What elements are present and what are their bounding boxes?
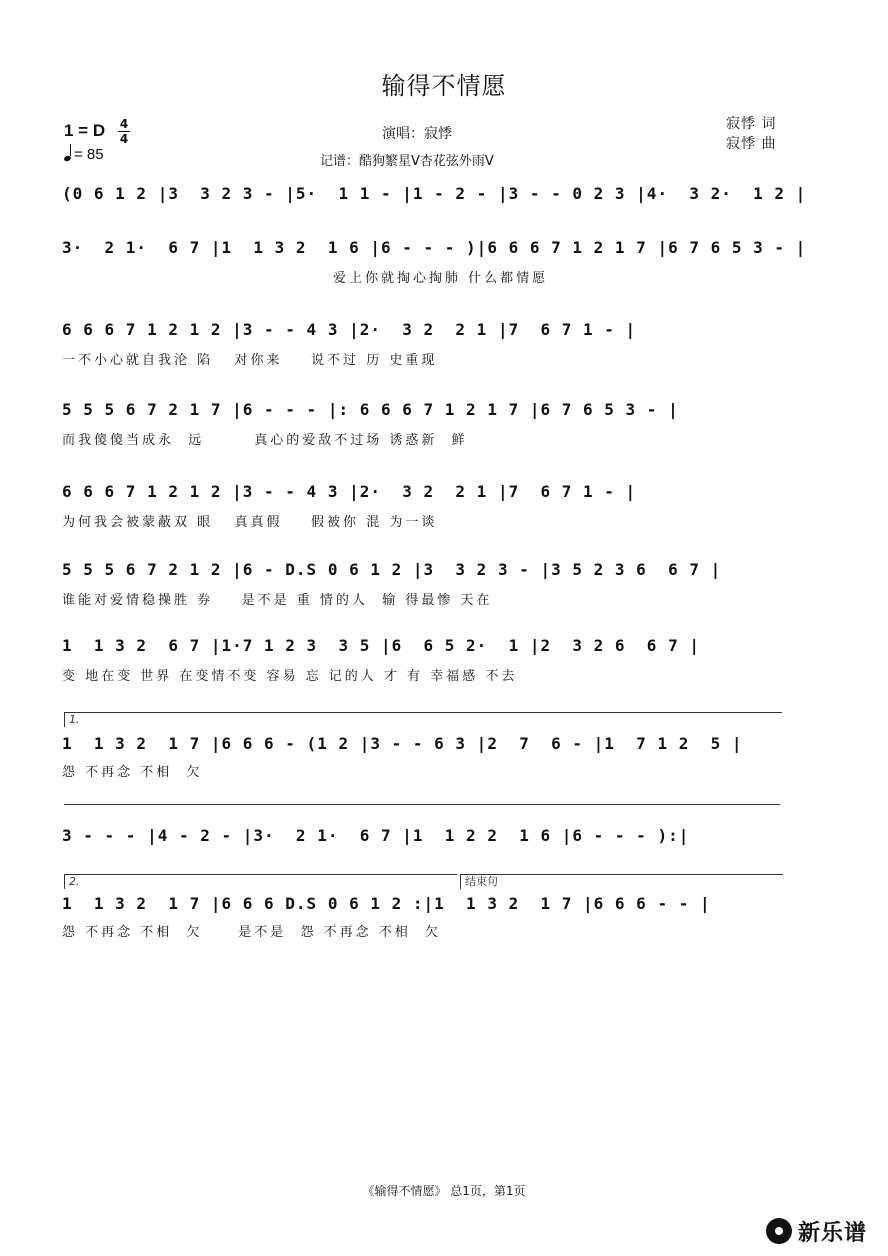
transcriber-credit: 记谱：酷狗繁星V杏花弦外雨V (320, 154, 494, 169)
key-signature: 1 = D (64, 121, 106, 140)
lyrics-line: 爱上你就掏心掏肺 什么都情愿 (62, 271, 549, 286)
lyrics-line: 谁能对爱情稳操胜 券 是不是 重 情的人 输 得最惨 天在 (62, 593, 493, 608)
volta-bracket-line (64, 712, 782, 713)
notation-line: 5 5 5 6 7 2 1 2 |6 - D.S 0 6 1 2 |3 3 2 3 - |3 5 2 3 6 6 7 | (62, 560, 722, 579)
tempo-value: = 85 (74, 146, 104, 163)
notation-line: 6 6 6 7 1 2 1 2 |3 - - 4 3 |2· 3 2 2 1 |7 6 7 1 - | (62, 320, 637, 339)
time-signature-bottom: 4 (119, 132, 129, 146)
notation-line: (0 6 1 2 |3 3 2 3 - |5· 1 1 - |1 - 2 - |3 - - 0 2 3 |4· 3 2· 1 2 | (62, 184, 807, 203)
notation-line: 1 1 3 2 6 7 |1·7 1 2 3 3 5 |6 6 5 2· 1 |2 3 2 6 6 7 | (62, 636, 700, 655)
time-signature-top: 4 (119, 117, 129, 131)
quarter-note-icon (63, 155, 71, 162)
page-footer: 《输得不情愿》 总1页，第1页 (362, 1184, 526, 1198)
singer-credit: 演唱：寂悸 (382, 126, 452, 142)
logo-text: 新乐谱 (798, 1220, 868, 1246)
lyrics-line: 怨 不再念 不相 欠 是不是 怨 不再念 不相 欠 (62, 925, 441, 940)
ending-label: 结束句 (460, 874, 783, 889)
site-logo (766, 1214, 867, 1248)
notation-line: 1 1 3 2 1 7 |6 6 6 - (1 2 |3 - - 6 3 |2 7 6 - |1 7 1 2 5 | (62, 734, 743, 753)
notation-line: 3 - - - |4 - 2 - |3· 2 1· 6 7 |1 1 2 2 1 6 |6 - - - ):| (62, 826, 690, 845)
volta-continuation-line (64, 804, 780, 805)
lyricist-credit: 寂悸 词 (726, 116, 777, 132)
page-title: 输得不情愿 (381, 72, 507, 100)
notation-line: 5 5 5 6 7 2 1 7 |6 - - - |: 6 6 6 7 1 2 1 7 |6 7 6 5 3 - | (62, 400, 679, 419)
lyrics-line: 变 地在变 世界 在变情不变 容易 忘 记的人 才 有 幸福感 不去 (62, 669, 518, 684)
lyrics-line: 一不小心就自我沦 陷 对你来 说不过 历 史重现 (62, 353, 438, 368)
lyrics-line: 为何我会被蒙蔽双 眼 真真假 假被你 混 为一谈 (62, 515, 438, 530)
volta-1-label: 1. (64, 712, 169, 727)
notation-line: 3· 2 1· 6 7 |1 1 3 2 1 6 |6 - - - )|6 6 6 7 1 2 1 7 |6 7 6 5 3 - | (62, 238, 807, 257)
lyrics-line: 怨 不再念 不相 欠 (62, 765, 203, 780)
lyrics-line: 而我傻傻当成永 远 真心的爱敌不过场 诱惑新 鲜 (62, 433, 468, 448)
vinyl-record-icon (766, 1218, 792, 1244)
time-signature (118, 118, 130, 145)
notation-line: 1 1 3 2 1 7 |6 6 6 D.S 0 6 1 2 :|1 1 3 2 1 7 |6 6 6 - - | (62, 894, 711, 913)
tempo-marking (64, 146, 104, 163)
volta-2-label: 2. (64, 874, 457, 889)
composer-credit: 寂悸 曲 (726, 136, 777, 152)
notation-line: 6 6 6 7 1 2 1 2 |3 - - 4 3 |2· 3 2 2 1 |7 6 7 1 - | (62, 482, 637, 501)
